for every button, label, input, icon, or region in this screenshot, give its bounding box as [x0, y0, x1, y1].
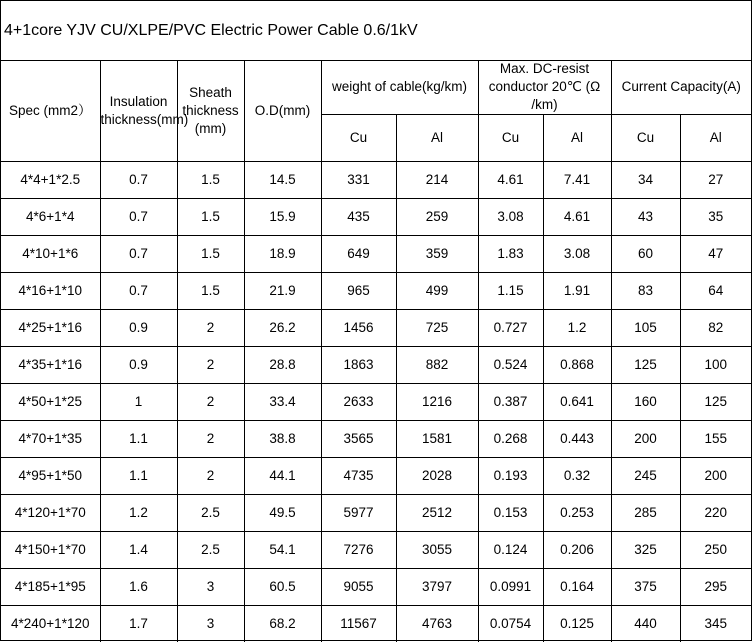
- cell-resist-al: 0.868: [543, 347, 611, 384]
- header-resist-cu: Cu: [478, 115, 543, 162]
- table-row: [1, 384, 751, 421]
- cell-od: 54.1: [244, 532, 321, 569]
- cell-current-al: 345: [680, 606, 751, 643]
- cell-sheath: 3: [177, 569, 244, 606]
- header-weight-cu: Cu: [321, 115, 396, 162]
- cell-resist-cu: 0.153: [478, 495, 543, 532]
- cell-resist-cu: 0.124: [478, 532, 543, 569]
- header-dc-resistance: Max. DC-resist conductor 20℃ (Ω /km): [478, 60, 611, 115]
- cell-spec: 4*35+1*16: [1, 347, 100, 384]
- header-resist-al: Al: [543, 115, 611, 162]
- cell-current-cu: 83: [611, 273, 680, 310]
- cell-weight-al: 1216: [396, 384, 478, 421]
- cell-spec: 4*16+1*10: [1, 273, 100, 310]
- cell-current-cu: 375: [611, 569, 680, 606]
- cell-od: 38.8: [244, 421, 321, 458]
- cell-od: 14.5: [244, 162, 321, 199]
- cell-resist-al: 0.125: [543, 606, 611, 643]
- cell-current-cu: 200: [611, 421, 680, 458]
- cell-weight-cu: 649: [321, 236, 396, 273]
- header-weight-al: Al: [396, 115, 478, 162]
- cell-current-al: 47: [680, 236, 751, 273]
- cell-sheath: 2: [177, 384, 244, 421]
- cell-spec: 4*6+1*4: [1, 199, 100, 236]
- table-row: [1, 532, 751, 569]
- cell-resist-al: 4.61: [543, 199, 611, 236]
- cell-weight-al: 2512: [396, 495, 478, 532]
- header-insulation-thickness: Insulation thickness(mm): [100, 60, 177, 162]
- table-row: [1, 310, 751, 347]
- cell-resist-al: 0.32: [543, 458, 611, 495]
- cell-resist-al: 1.91: [543, 273, 611, 310]
- cell-resist-cu: 0.387: [478, 384, 543, 421]
- cell-sheath: 2: [177, 421, 244, 458]
- header-current-cu: Cu: [611, 115, 680, 162]
- header-current-al: Al: [680, 115, 751, 162]
- table-row: [1, 421, 751, 458]
- cell-insulation: 1.2: [100, 495, 177, 532]
- cell-spec: 4*25+1*16: [1, 310, 100, 347]
- table-body: [1, 162, 751, 643]
- cell-current-cu: 125: [611, 347, 680, 384]
- table-row: [1, 199, 751, 236]
- cell-current-al: 220: [680, 495, 751, 532]
- cell-weight-cu: 1863: [321, 347, 396, 384]
- cell-weight-al: 499: [396, 273, 478, 310]
- cell-weight-cu: 2633: [321, 384, 396, 421]
- cell-sheath: 2.5: [177, 532, 244, 569]
- cell-insulation: 1.4: [100, 532, 177, 569]
- header-cable-weight: weight of cable(kg/km): [321, 60, 478, 115]
- cell-insulation: 0.9: [100, 310, 177, 347]
- cell-current-al: 295: [680, 569, 751, 606]
- cell-insulation: 1: [100, 384, 177, 421]
- cell-current-al: 27: [680, 162, 751, 199]
- cell-current-al: 250: [680, 532, 751, 569]
- cell-resist-cu: 4.61: [478, 162, 543, 199]
- cell-current-cu: 60: [611, 236, 680, 273]
- cell-insulation: 0.7: [100, 199, 177, 236]
- cell-insulation: 0.9: [100, 347, 177, 384]
- cell-od: 15.9: [244, 199, 321, 236]
- table-row: [1, 569, 751, 606]
- table-row: [1, 347, 751, 384]
- table-row: [1, 606, 751, 643]
- cell-weight-al: 882: [396, 347, 478, 384]
- cell-sheath: 1.5: [177, 236, 244, 273]
- cell-current-cu: 285: [611, 495, 680, 532]
- cell-od: 28.8: [244, 347, 321, 384]
- cell-resist-cu: 0.268: [478, 421, 543, 458]
- cell-resist-al: 0.206: [543, 532, 611, 569]
- table-row: [1, 495, 751, 532]
- cell-weight-cu: 9055: [321, 569, 396, 606]
- cable-spec-table: [1, 60, 751, 642]
- cell-od: 60.5: [244, 569, 321, 606]
- cell-current-al: 82: [680, 310, 751, 347]
- cell-resist-cu: 3.08: [478, 199, 543, 236]
- cell-weight-cu: 11567: [321, 606, 396, 643]
- cell-resist-cu: 0.524: [478, 347, 543, 384]
- cell-weight-al: 725: [396, 310, 478, 347]
- cell-resist-al: 3.08: [543, 236, 611, 273]
- cell-current-al: 64: [680, 273, 751, 310]
- cell-weight-al: 214: [396, 162, 478, 199]
- cell-current-cu: 440: [611, 606, 680, 643]
- cell-current-cu: 43: [611, 199, 680, 236]
- cell-od: 33.4: [244, 384, 321, 421]
- cell-weight-cu: 5977: [321, 495, 396, 532]
- cell-sheath: 2: [177, 347, 244, 384]
- cell-resist-cu: 1.15: [478, 273, 543, 310]
- cell-weight-al: 259: [396, 199, 478, 236]
- cell-current-cu: 34: [611, 162, 680, 199]
- cell-od: 21.9: [244, 273, 321, 310]
- cell-spec: 4*95+1*50: [1, 458, 100, 495]
- cell-current-al: 35: [680, 199, 751, 236]
- cell-spec: 4*150+1*70: [1, 532, 100, 569]
- cell-weight-cu: 7276: [321, 532, 396, 569]
- cell-spec: 4*50+1*25: [1, 384, 100, 421]
- cell-spec: 4*10+1*6: [1, 236, 100, 273]
- cell-spec: 4*185+1*95: [1, 569, 100, 606]
- cell-sheath: 1.5: [177, 273, 244, 310]
- header-sheath-thickness: Sheath thickness (mm): [177, 60, 244, 162]
- cell-insulation: 0.7: [100, 273, 177, 310]
- cell-resist-cu: 0.727: [478, 310, 543, 347]
- header-spec: Spec (mm2）: [1, 60, 100, 162]
- cell-weight-cu: 3565: [321, 421, 396, 458]
- cell-sheath: 1.5: [177, 199, 244, 236]
- table-row: [1, 458, 751, 495]
- cell-sheath: 3: [177, 606, 244, 643]
- cell-od: 26.2: [244, 310, 321, 347]
- cell-weight-cu: 331: [321, 162, 396, 199]
- cell-weight-al: 359: [396, 236, 478, 273]
- cell-weight-cu: 435: [321, 199, 396, 236]
- cell-resist-al: 0.443: [543, 421, 611, 458]
- cell-od: 44.1: [244, 458, 321, 495]
- cell-od: 68.2: [244, 606, 321, 643]
- cell-weight-cu: 4735: [321, 458, 396, 495]
- cell-od: 49.5: [244, 495, 321, 532]
- cell-weight-al: 1581: [396, 421, 478, 458]
- cell-sheath: 2: [177, 310, 244, 347]
- cell-sheath: 2: [177, 458, 244, 495]
- cell-insulation: 0.7: [100, 162, 177, 199]
- cell-weight-cu: 1456: [321, 310, 396, 347]
- cell-spec: 4*70+1*35: [1, 421, 100, 458]
- cell-spec: 4*4+1*2.5: [1, 162, 100, 199]
- cell-current-cu: 325: [611, 532, 680, 569]
- cell-resist-al: 0.253: [543, 495, 611, 532]
- cell-resist-al: 0.641: [543, 384, 611, 421]
- cell-current-al: 125: [680, 384, 751, 421]
- cell-spec: 4*120+1*70: [1, 495, 100, 532]
- cell-insulation: 1.1: [100, 458, 177, 495]
- cell-current-al: 155: [680, 421, 751, 458]
- cell-weight-cu: 965: [321, 273, 396, 310]
- table-row: [1, 273, 751, 310]
- cell-resist-al: 7.41: [543, 162, 611, 199]
- cell-insulation: 0.7: [100, 236, 177, 273]
- cell-sheath: 1.5: [177, 162, 244, 199]
- table-row: [1, 236, 751, 273]
- header-current-capacity: Current Capacity(A): [611, 60, 751, 115]
- cell-weight-al: 3055: [396, 532, 478, 569]
- cell-current-al: 200: [680, 458, 751, 495]
- cell-resist-cu: 1.83: [478, 236, 543, 273]
- cell-insulation: 1.1: [100, 421, 177, 458]
- cell-resist-al: 0.164: [543, 569, 611, 606]
- cell-weight-al: 2028: [396, 458, 478, 495]
- cell-spec: 4*240+1*120: [1, 606, 100, 643]
- cell-resist-cu: 0.193: [478, 458, 543, 495]
- cell-current-cu: 105: [611, 310, 680, 347]
- cell-resist-cu: 0.0991: [478, 569, 543, 606]
- table-title: 4+1core YJV CU/XLPE/PVC Electric Power Cable 0.6/1kV: [1, 1, 751, 61]
- cell-weight-al: 4763: [396, 606, 478, 643]
- table-row: [1, 162, 751, 199]
- cell-current-cu: 160: [611, 384, 680, 421]
- cell-resist-cu: 0.0754: [478, 606, 543, 643]
- cell-resist-al: 1.2: [543, 310, 611, 347]
- cell-insulation: 1.7: [100, 606, 177, 643]
- cell-current-cu: 245: [611, 458, 680, 495]
- cell-insulation: 1.6: [100, 569, 177, 606]
- cell-weight-al: 3797: [396, 569, 478, 606]
- cell-sheath: 2.5: [177, 495, 244, 532]
- cell-od: 18.9: [244, 236, 321, 273]
- cell-current-al: 100: [680, 347, 751, 384]
- header-outer-diameter: O.D(mm): [244, 60, 321, 162]
